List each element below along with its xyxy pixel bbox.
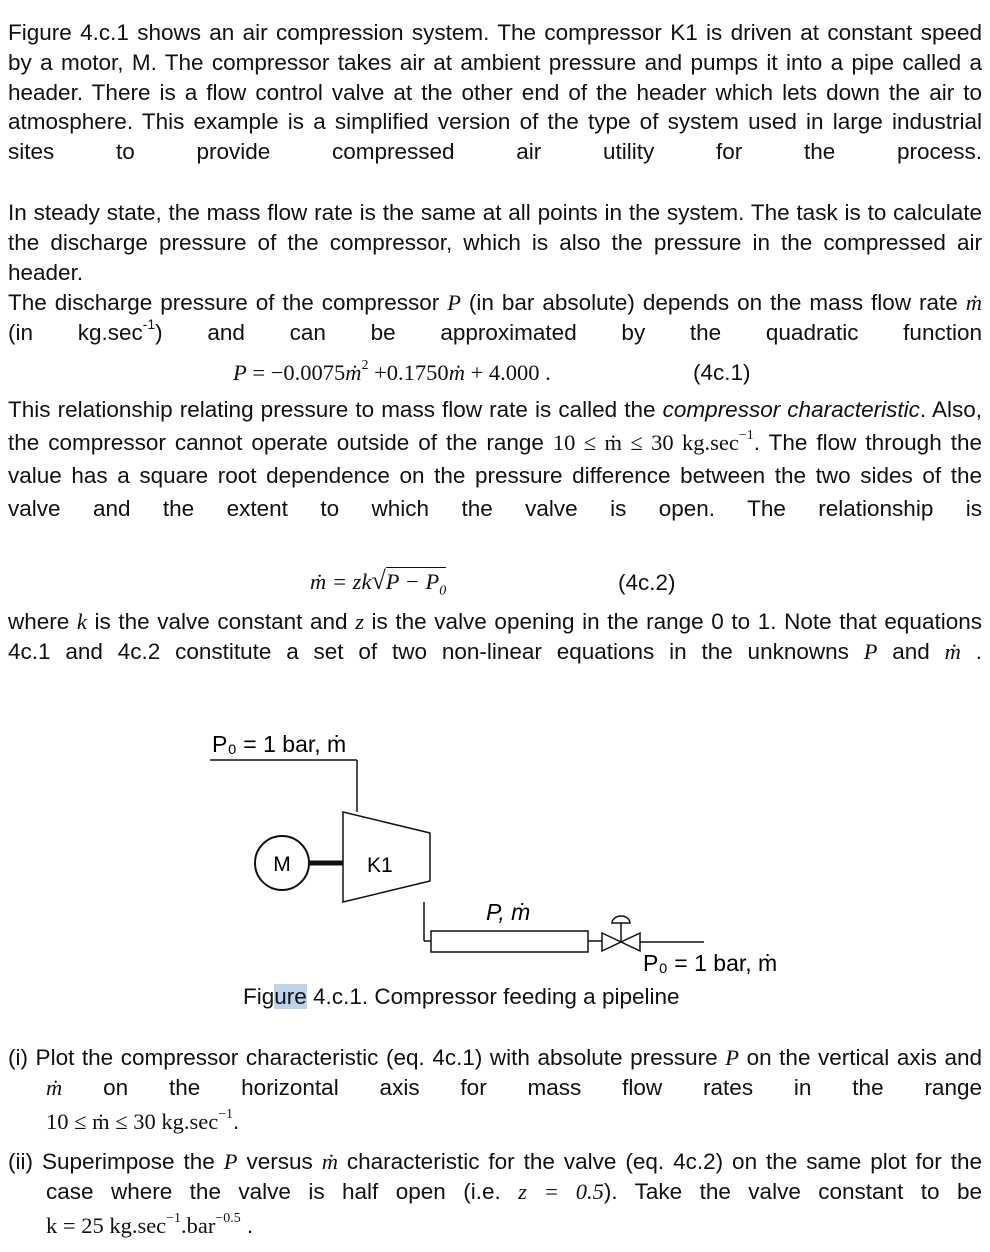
valve-actuator (612, 916, 630, 923)
motor-label: M (273, 853, 291, 876)
paragraph-intro: Figure 4.c.1 shows an air compression system. The compressor K1 is driven at constant speed by a motor, M. The compressor takes air at ambient pressure and pumps it into a pipe called a header. There is a flow control valve at the other end of the header which lets down the air to atmosphere. This example is a simplified version of the type of system used in large industrial sites to provide compressed air utility for the process. (8, 20, 982, 165)
header-pipe (431, 931, 588, 952)
valve-right (621, 933, 640, 951)
header-label: P, ṁ (486, 899, 531, 925)
equation-4c2: ṁ = $zk√P - P_0$ (310, 566, 447, 599)
question-i: (i) Plot the compressor characteristic (eq. 4c.1) with absolute pressure P on the vertical axis and ṁ on the horizontal axis for mass flow rates in the range 10 ≤ ṁ ≤ 30 $kg.\sec^{-1}$. (8, 1045, 982, 1134)
outlet-label: P₀ = 1 bar, ṁ (643, 950, 778, 976)
paragraph-unknowns: where k is the valve constant and z is the valve opening in the range 0 to 1. Note that equations 4c.1 and 4c.2 constitute a set of two non-linear equations in the unknowns P and ṁ . (8, 609, 982, 664)
equation-4c1-label: (4c.1) (693, 360, 751, 385)
compressor-label: K1 (367, 854, 393, 877)
question-ii: (ii) Superimpose the P versus ṁ characteristic for the valve (eq. 4c.2) on the same plot for the case where the valve is half open (i.e. z = 0.5). Take the valve constant to be k = 25 $kg.\sec^{-1}.bar^{-0.5}$ . (8, 1149, 983, 1238)
figure-caption: Figure 4.c.1. Compressor feeding a pipeline (243, 984, 680, 1009)
paragraph-discharge-pressure: The discharge pressure of the compressor P (in bar absolute) depends on the mass flow rate ṁ (in $kg.\sec^{-1}$) and can be approximated by the quadratic function (8, 290, 982, 345)
equation-4c1: P = −0.0075ṁ$^2$ +0.1750ṁ + 4.000 . (233, 358, 551, 385)
equation-4c2-label: (4c.2) (618, 570, 676, 595)
inlet-label: P₀ = 1 bar, ṁ (212, 731, 347, 757)
compressor-diagram (0, 720, 990, 1020)
paragraph-steady-state: In steady state, the mass flow rate is the same at all points in the system. The task is to calculate the discharge pressure of the compressor, which is also the pressure in the compressed air header. (8, 200, 982, 285)
paragraph-characteristic: This relationship relating pressure to mass flow rate is called the compressor characteristic. Also, the compressor cannot operate outside of the range 10 ≤ ṁ ≤ 30 $kg.\sec^{-1}$. The flow through the value has a square root dependence on the pressure difference between the two sides of the valve and the extent to which the valve is open. The relationship is (8, 397, 982, 521)
valve-left (602, 933, 621, 951)
